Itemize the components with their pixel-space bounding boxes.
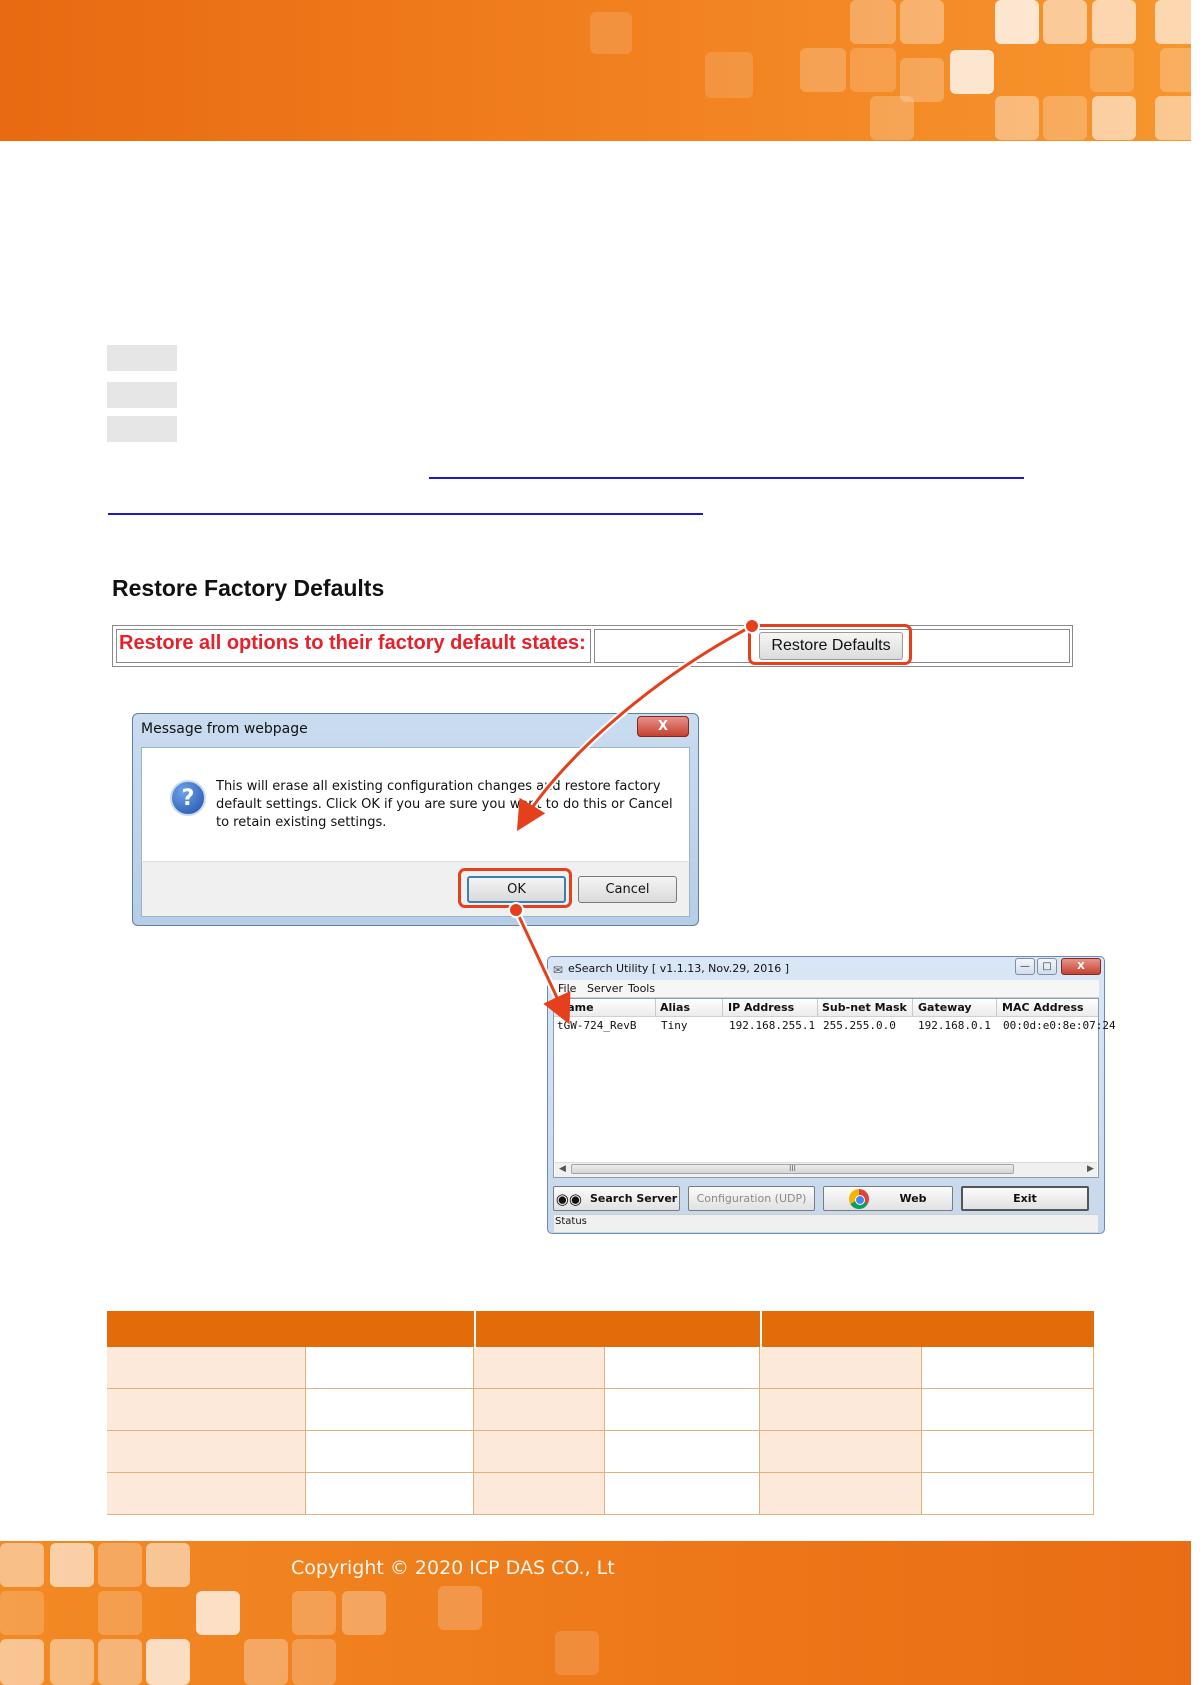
row-gateway[interactable]: 192.168.0.1 (918, 1019, 991, 1032)
decor-tile (0, 1543, 44, 1587)
table-cell (760, 1431, 922, 1473)
arrow-start-dot (509, 903, 523, 917)
decor-tile (342, 1591, 386, 1635)
decor-tile (196, 1591, 240, 1635)
column-mac-address[interactable]: MAC Address (1002, 1001, 1084, 1014)
table-cell (605, 1389, 760, 1431)
maximize-icon[interactable]: □ (1037, 958, 1057, 975)
app-icon: ✉ (553, 963, 564, 977)
decor-tile (0, 1639, 44, 1685)
binoculars-icon: ◉◉ (555, 1189, 582, 1208)
decor-tile (98, 1591, 142, 1635)
decor-tile (146, 1639, 190, 1685)
decor-tile (292, 1591, 336, 1635)
row-alias[interactable]: Tiny (661, 1019, 688, 1032)
table-cell (107, 1431, 306, 1473)
table-cell (474, 1389, 605, 1431)
column-subnet-mask[interactable]: Sub-net Mask (822, 1001, 907, 1014)
column-name[interactable]: Name (558, 1001, 594, 1014)
table-cell (107, 1473, 306, 1515)
dialog-close-button[interactable]: X (637, 716, 689, 737)
arrow-restore-to-dialog (520, 626, 752, 826)
table-cell (760, 1473, 922, 1515)
table-cell (474, 1473, 605, 1515)
cancel-button[interactable]: Cancel (578, 876, 677, 903)
scroll-right-icon[interactable]: ▶ (1087, 1163, 1094, 1173)
table-cell (107, 1347, 306, 1389)
table-cell (474, 1431, 605, 1473)
decor-tile (146, 1543, 190, 1587)
decor-tile (438, 1586, 482, 1630)
column-gateway[interactable]: Gateway (918, 1001, 972, 1014)
row-mac-address[interactable]: 00:0d:e0:8e:07:24 (1003, 1019, 1116, 1032)
exit-button[interactable]: Exit (961, 1186, 1089, 1211)
row-name[interactable]: tGW-724_RevB (557, 1019, 637, 1032)
restore-defaults-button[interactable]: Restore Defaults (759, 632, 903, 660)
table-cell (306, 1389, 474, 1431)
configuration-udp-button[interactable]: Configuration (UDP) (688, 1186, 815, 1211)
table-cell (306, 1431, 474, 1473)
window-title: eSearch Utility [ v1.1.13, Nov.29, 2016 ] (568, 962, 790, 975)
search-server-label: Search Server (589, 1192, 678, 1205)
web-label: Web (899, 1192, 927, 1205)
restore-label: Restore all options to their factory default states: (119, 632, 586, 654)
table-cell (922, 1431, 1094, 1473)
menu-file[interactable]: File (558, 982, 577, 995)
row-ip-address[interactable]: 192.168.255.1 (729, 1019, 816, 1032)
close-icon[interactable]: X (1061, 958, 1101, 975)
table-cell (922, 1347, 1094, 1389)
scroll-left-icon[interactable]: ◀ (559, 1163, 566, 1173)
column-alias[interactable]: Alias (660, 1001, 691, 1014)
dialog-message-line: This will erase all existing configuration changes and restore factory (216, 779, 661, 794)
dialog-message-line: to retain existing settings. (216, 815, 387, 830)
restore-title: Restore Factory Defaults (112, 575, 385, 601)
table-cell (605, 1347, 760, 1389)
decor-tile (50, 1639, 94, 1685)
table-cell (474, 1347, 605, 1389)
table-cell (922, 1473, 1094, 1515)
menu-tools[interactable]: Tools (628, 982, 656, 995)
menu-server[interactable]: Server (587, 982, 624, 995)
arrow-start-dot (745, 619, 759, 633)
status-text: Status (555, 1216, 587, 1227)
question-icon: ? (170, 780, 206, 816)
table-cell (922, 1389, 1094, 1431)
decor-tile (50, 1543, 94, 1587)
decor-tile (292, 1639, 336, 1685)
table-cell (760, 1347, 922, 1389)
row-subnet-mask[interactable]: 255.255.0.0 (823, 1019, 896, 1032)
column-ip-address[interactable]: IP Address (728, 1001, 795, 1014)
decor-tile (244, 1639, 288, 1685)
dialog-message-line: default settings. Click OK if you are sure you want to do this or Cancel (216, 797, 673, 812)
table-cell (605, 1431, 760, 1473)
scroll-thumb[interactable]: III (571, 1164, 1014, 1174)
table-header-divider (474, 1311, 476, 1347)
footer-banner (0, 1541, 1191, 1685)
ok-button[interactable]: OK (467, 876, 566, 903)
copyright-text: Copyright © 2020 ICP DAS CO., Lt (291, 1557, 615, 1579)
table-cell (605, 1473, 760, 1515)
decor-tile (98, 1639, 142, 1685)
arrow-ok-to-esearch (516, 910, 567, 1019)
dialog-title: Message from webpage (141, 721, 308, 737)
table-header-divider (760, 1311, 762, 1347)
table-header-row (107, 1311, 1094, 1347)
decor-tile (555, 1631, 599, 1675)
decor-tile (0, 1591, 44, 1635)
decor-tile (98, 1543, 142, 1587)
table-cell (107, 1389, 306, 1431)
table-cell (306, 1347, 474, 1389)
table-cell (306, 1473, 474, 1515)
table-cell (760, 1389, 922, 1431)
arrow-restore-to-dialog (520, 626, 752, 826)
minimize-icon[interactable]: — (1015, 958, 1035, 975)
